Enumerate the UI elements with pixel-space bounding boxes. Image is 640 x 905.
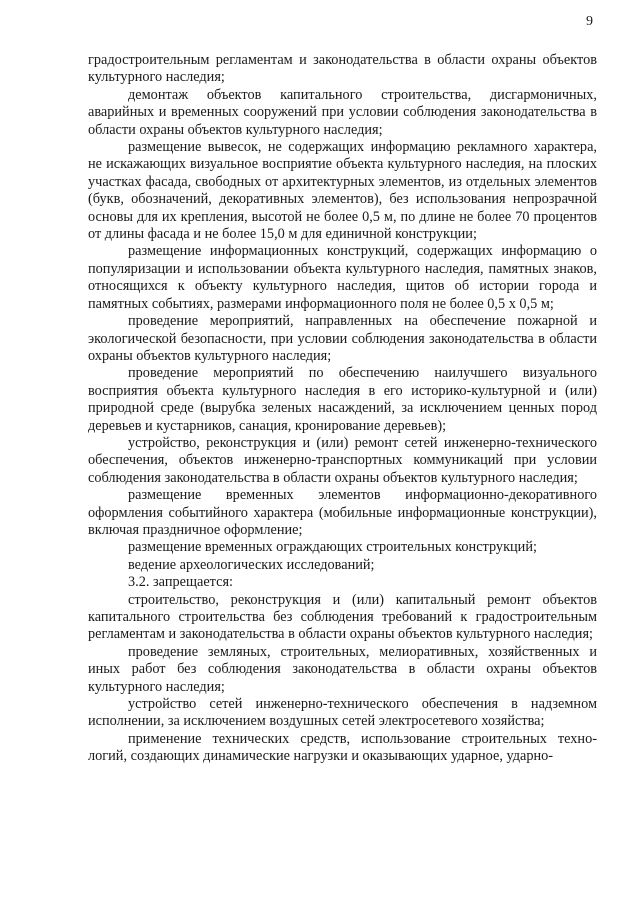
paragraph: проведение мероприятий, направленных на обеспечение пожарной и экологической безопасности, при условии соблюдения законодательства в области охраны объектов культурного наследия; (88, 313, 597, 364)
paragraph: применение технических средств, использование строительных техно-логий, создающих динамические нагрузки и оказывающих ударное, ударно- (88, 730, 597, 765)
section-heading: 3.2. запрещается: (128, 574, 233, 591)
paragraph-continuation: градостроительным регламентам и законодательства в области охраны объектов культурного наследия; (88, 52, 597, 86)
paragraph: устройство, реконструкция и (или) ремонт сетей инженерно-технического обеспечения, объектов инженерно-транспортных коммуникаций при условии соблюдения законодательства в области охраны объектов культурного наследия; (88, 434, 597, 486)
paragraph: размещение вывесок, не содержащих информацию рекламного характера, не искажающих визуальное восприятие объекта культурного наследия, на плоских участках фасада, свободных от архитектурных элементов, из отдельных элементов (букв, обозначений, декоративных элементов), без использования непрозрачной основы для их крепления, высотой не более 0,5 м, по длине не более 70 процентов от длины фасада и не более 15,0 м для единичной конструкции; (88, 139, 597, 243)
paragraph: размещение временных элементов информационно-декоративного оформления событийного характера (мобильные информационные конструкции), включая праздничное оформление; (88, 487, 597, 538)
paragraph: размещение информационных конструкций, содержащих информацию о популяризации и использовании объекта культурного наследия, памятных знаков, относящихся к объекту культурного наследия, щитов об истории города и памятных событиях, размерами информационного поля не более 0,5 х 0,5 м; (88, 243, 597, 312)
paragraph: проведение мероприятий по обеспечению наилучшего визуального восприятия объекта культурного наследия в его историко-культурной и (или) природной среде (вырубка зеленых насаждений, за исключением ценных пород деревьев и кустарников, санация, кронирование деревьев); (88, 365, 597, 434)
paragraph: строительство, реконструкция и (или) капитальный ремонт объектов капитального строительства без соблюдения требований к градостроительным регламентам и законодательства в области охраны объектов культурного наследия; (88, 591, 597, 643)
paragraph: демонтаж объектов капитального строительства, дисгармоничных, аварийных и временных сооружений при условии соблюдения законодательства в области охраны объектов культурного наследия; (88, 86, 597, 138)
page-number: 9 (586, 14, 593, 29)
paragraph: устройство сетей инженерно-технического обеспечения в надземном исполнении, за исключением воздушных сетей электросетевого хозяйства; (88, 696, 597, 730)
paragraph: проведение земляных, строительных, мелиоративных, хозяйственных и иных работ без соблюдения законодательства в области охраны объектов культурного наследия; (88, 643, 597, 695)
paragraph: ведение археологических исследований; (128, 556, 375, 573)
paragraph: размещение временных ограждающих строительных конструкций; (128, 539, 537, 556)
document-body (88, 52, 597, 766)
